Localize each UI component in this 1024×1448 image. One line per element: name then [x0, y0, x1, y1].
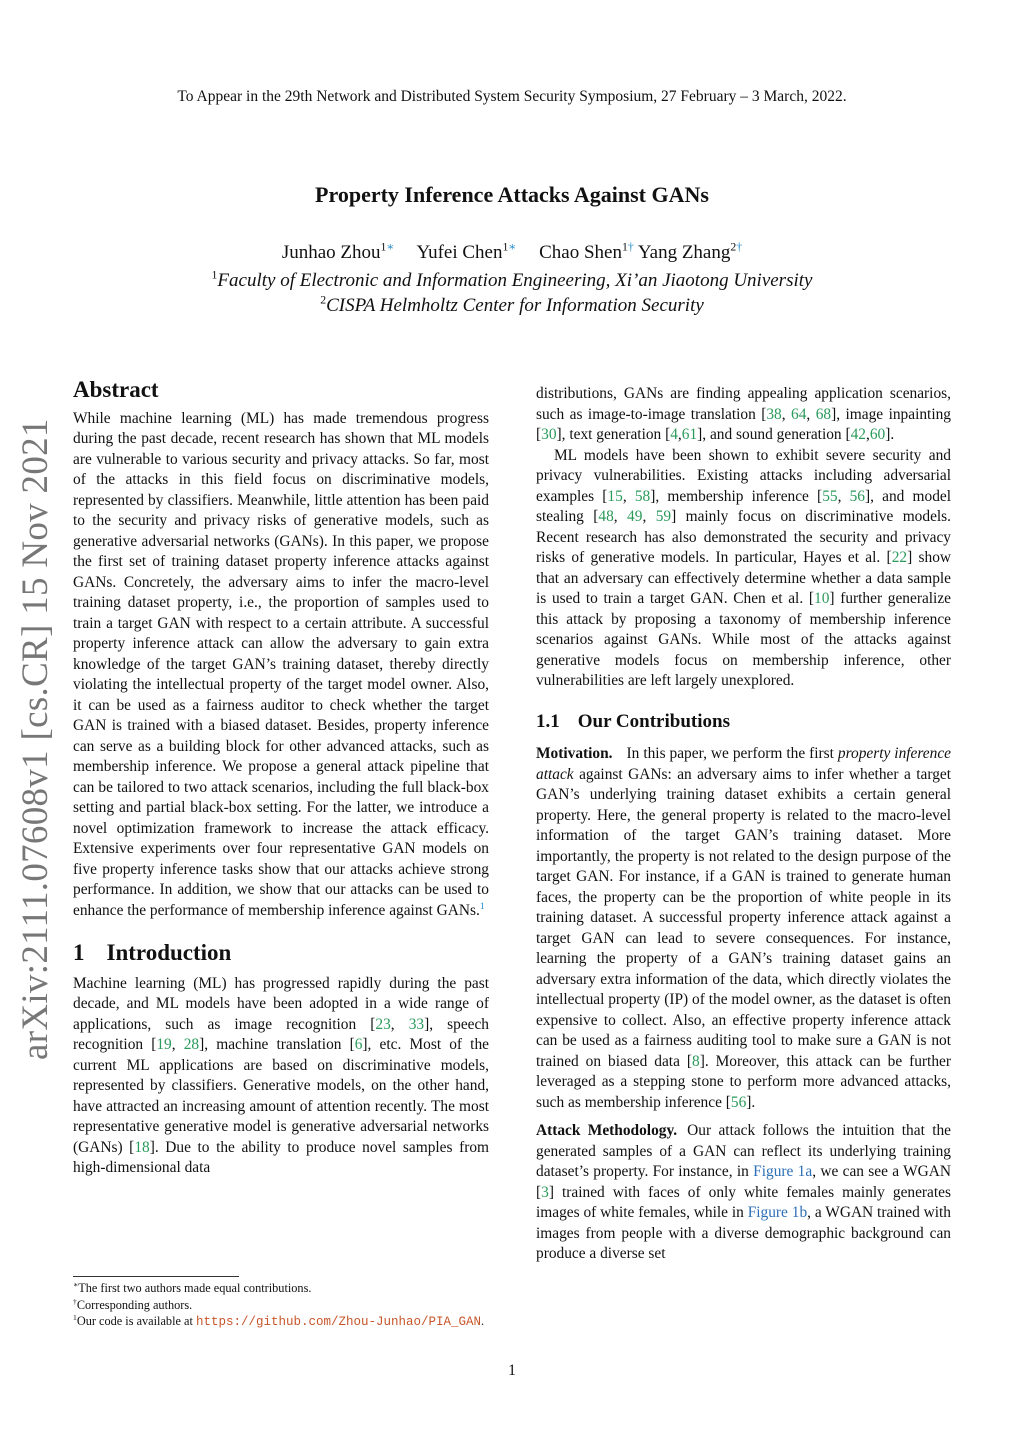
author-affiliation-mark: 2 [730, 240, 737, 254]
citation-link[interactable]: 59 [655, 508, 672, 525]
author-affiliation-mark: 1 [621, 240, 628, 254]
citation-link[interactable]: 68 [815, 405, 832, 423]
text-run: ]. [746, 1093, 756, 1111]
footnote-text: Corresponding authors. [76, 1297, 193, 1312]
text-run: , we can see a WGAN [ [536, 1163, 951, 1201]
citation-link[interactable]: 30 [541, 426, 557, 443]
text-run: , [806, 405, 816, 423]
text-run: , [677, 426, 682, 443]
citation-link[interactable]: 23 [375, 1015, 391, 1033]
text-run: , [781, 405, 792, 423]
section-number: 1.1 [536, 710, 560, 732]
citation-link[interactable]: 38 [766, 405, 782, 423]
abstract-body: While machine learning (ML) has made tremendous progress during the past decade, recent research has shown that ML models are vulnerable to various security and privacy attacks. So far, most of the attacks in this field focus on discriminative models, represented by classifiers. Meanwhile, little attention has been paid to the security and privacy risks of generative models, such as generative adversarial networks (GANs). In this paper, we propose the first set of training dataset property inference attacks against GANs. Concretely, the adversary aims to infer the macro-level training dataset property, i.e., the proportion of samples used to train a target GAN with respect to a certain attribute. A successful property inference attack can allow the adversary to gain extra knowledge of the target GAN’s training dataset, thereby directly violating the intellectual property of the target model owner. Also, it can be used as a fairness auditor to check whether the target GAN is trained with a biased dataset. Besides, property inference can serve as a building block for other advanced attacks, such as membership inference. We propose a general attack pipeline that can be tailored to two attack scenarios, including the full black-box setting and partial black-box setting. For the latter, we introduce a novel optimization framework to increase the attack efficacy. Extensive experiments over four representative GAN models on five property inference tasks show that our attacks achieve strong performance. In addition, we show that our attacks can be used to enhance the performance of membership inference against GANs. [73, 409, 489, 919]
page-number: 1 [508, 1362, 516, 1379]
contributions-heading [536, 712, 951, 733]
paragraph-run-in-heading: Motivation. [536, 745, 613, 762]
venue-line: To Appear in the 29th Network and Distributed System Security Symposium, 27 February – 3 March, 2022. [177, 88, 847, 105]
text-run: , [865, 426, 870, 443]
text-run: ] show that an adversary can effectively determine whether a data sample is used to train a target GAN. Chen et al. [ [536, 549, 952, 607]
paper-title: Property Inference Attacks Against GANs [315, 182, 709, 207]
affiliation-2 [0, 295, 1024, 317]
figure-link[interactable]: Figure 1b [747, 1204, 808, 1221]
text-run: ]. [885, 426, 895, 443]
text-run: In this paper, we perform the first [626, 745, 838, 762]
text-run: Our attack follows the intuition that the generated samples of a GAN can reflect its underlying training dataset’s property. For instance, in [536, 1122, 952, 1180]
footnote-mark[interactable]: 1 [479, 900, 485, 912]
text-run: ], machine translation [ [199, 1036, 355, 1053]
equal-contribution-mark: ∗ [508, 240, 517, 254]
affiliation-number: 1 [211, 268, 218, 282]
paragraph-run-in-heading: Attack Methodology. [536, 1122, 678, 1139]
text-run: ], etc. Most of the current ML applications are based on discriminative models, represented by classifiers. Generative models, on the other hand, have attracted an increasing amount of attention recently. The most representative generative model is generative adversarial networks (GANs) [ [73, 1036, 489, 1156]
citation-link[interactable]: 42 [850, 426, 866, 443]
text-run: distributions, GANs are finding appealing application scenarios, such as image-to-image translation [ [536, 385, 951, 423]
text-run: ], membership inference [ [650, 487, 823, 505]
citation-link[interactable]: 18 [134, 1138, 150, 1156]
citation-link[interactable]: 56 [849, 487, 865, 505]
abstract-heading: Abstract [73, 377, 159, 402]
author-name: Yang Zhang [637, 242, 731, 263]
text-run: , [642, 508, 656, 525]
text-run: ]. Due to the ability to produce novel samples from high-dimensional data [73, 1138, 490, 1176]
text-run: , [622, 487, 635, 505]
citation-link[interactable]: 4 [670, 426, 678, 443]
footnote [73, 1280, 493, 1297]
footnote-text: . [481, 1314, 485, 1328]
text-run: , [171, 1036, 184, 1053]
corresponding-author-mark: † [627, 240, 634, 254]
citation-link[interactable]: 3 [541, 1183, 549, 1201]
motivation-paragraph [536, 744, 951, 1113]
affiliation-text: Faculty of Electronic and Information Engineering, Xi’an Jiaotong University [217, 270, 813, 291]
affiliation-1 [0, 270, 1024, 292]
footnote-rule [73, 1276, 239, 1277]
footnote-mark: ∗ [73, 1279, 79, 1289]
text-run: ], text generation [ [556, 426, 671, 443]
arxiv-identifier: arXiv:2111.07608v1 [cs.CR] 15 Nov 2021 [15, 418, 56, 1060]
citation-link[interactable]: 10 [814, 590, 830, 607]
author-name: Junhao Zhou [281, 242, 381, 263]
citation-link[interactable]: 49 [627, 508, 643, 525]
methodology-paragraph [536, 1121, 951, 1265]
introduction-heading [73, 940, 489, 965]
author-name: Yufei Chen [416, 242, 503, 263]
text-run: against GANs: an adversary aims to infer whether a target GAN’s underlying training dataset exhibits a certain general property. Here, the general property is related to the macro-level information of the target GAN’s training dataset. More importantly, the property is not related to the design purpose of the target GAN. For instance, if a GAN is trained to generate human faces, the property can be the proportion of white people in its training dataset. A successful property inference attack against a target GAN can lead to severe consequences. For instance, learning the property of a GAN’s training dataset gains an adversary extra information of the data, which directly violates the intellectual property (IP) of the model owner, as the dataset is often expensive to collect. Also, an effective property inference attack can be used as a fairness auditing tool to make sure a GAN is not trained on biased data [ [536, 765, 951, 1070]
citation-link[interactable]: 60 [869, 426, 886, 443]
abstract-text [73, 409, 489, 922]
citation-link[interactable]: 33 [408, 1015, 425, 1033]
citation-link[interactable]: 48 [598, 508, 614, 525]
footnote [73, 1313, 493, 1331]
left-column [73, 377, 490, 1179]
citation-link[interactable]: 56 [730, 1093, 747, 1111]
corresponding-author-mark: † [736, 240, 743, 254]
citation-link[interactable]: 64 [791, 405, 807, 423]
equal-contribution-mark: ∗ [386, 240, 395, 254]
text-run: Machine learning (ML) has progressed rapidly during the past decade, and ML models have been adopted in a wide range of applications, such as image recognition [ [73, 974, 489, 1033]
affiliation-number: 2 [320, 293, 327, 307]
text-run: ML models have been shown to exhibit severe security and privacy vulnerabilities. Existing attacks including adversarial examples [ [536, 446, 951, 505]
citation-link[interactable]: 19 [156, 1036, 172, 1053]
right-column [536, 384, 951, 1265]
text-run: , [837, 487, 850, 505]
text-run: ]. Moreover, this attack can be further leveraged as a stepping stone to perform more advanced attacks, such as membership inference [ [536, 1052, 951, 1111]
section-title: Introduction [106, 940, 232, 965]
section-title: Our Contributions [577, 710, 730, 732]
section-number: 1 [73, 940, 85, 965]
intro-paragraph-2 [536, 446, 951, 692]
footnote [73, 1297, 493, 1314]
footnote-mark: † [73, 1296, 77, 1306]
text-run: , [390, 1015, 409, 1033]
emphasis-text: property inference attack [536, 745, 951, 783]
footnote-text: The first two authors made equal contributions. [78, 1281, 312, 1295]
text-run: ] mainly focus on discriminative models. Recent research has also demonstrated the security and privacy risks of generative models. In particular, Hayes et al. [ [536, 508, 952, 566]
citation-link[interactable]: 22 [891, 549, 908, 566]
footnote-text: Our code is available at [76, 1314, 196, 1328]
text-run: ], and model stealing [ [536, 487, 952, 525]
text-run: ], image inpainting [ [536, 405, 951, 443]
text-run: , [613, 508, 628, 525]
intro-paragraph-1b [536, 384, 951, 446]
author-affiliation-mark: 1 [380, 240, 387, 254]
citation-link[interactable]: 15 [607, 487, 623, 505]
citation-link[interactable]: 55 [822, 487, 838, 505]
code-repository-link[interactable]: https://github.com/Zhou-Junhao/PIA_GAN [195, 1315, 482, 1329]
text-run: ], and sound generation [ [697, 426, 851, 443]
footnotes [73, 1280, 493, 1331]
figure-link[interactable]: Figure 1a [753, 1163, 813, 1180]
text-run: ] further generalize this attack by proposing a taxonomy of membership inference scenarios against GANs. While most of the attacks against generative models focus on membership inference, other vulnerabilities are left largely unexplored. [536, 590, 951, 689]
citation-link[interactable]: 28 [183, 1036, 200, 1053]
footnote-mark: 1 [73, 1312, 77, 1322]
citation-link[interactable]: 58 [634, 487, 651, 505]
text-run: , a WGAN trained with images from people with a diverse demographic background can produce a diverse set [536, 1204, 952, 1262]
author-name: Chao Shen [539, 242, 622, 263]
citation-link[interactable]: 8 [691, 1052, 700, 1070]
affiliation-text: CISPA Helmholtz Center for Information Security [326, 295, 704, 316]
author-affiliation-mark: 1 [502, 240, 509, 254]
text-run: ], speech recognition [ [73, 1015, 490, 1053]
text-run: ] trained with faces of only white females mainly generates images of white females, while in [536, 1183, 951, 1221]
author-list [0, 242, 1024, 264]
intro-paragraph-1a [73, 974, 489, 1179]
citation-link[interactable]: 6 [354, 1036, 363, 1053]
citation-link[interactable]: 61 [681, 426, 698, 443]
